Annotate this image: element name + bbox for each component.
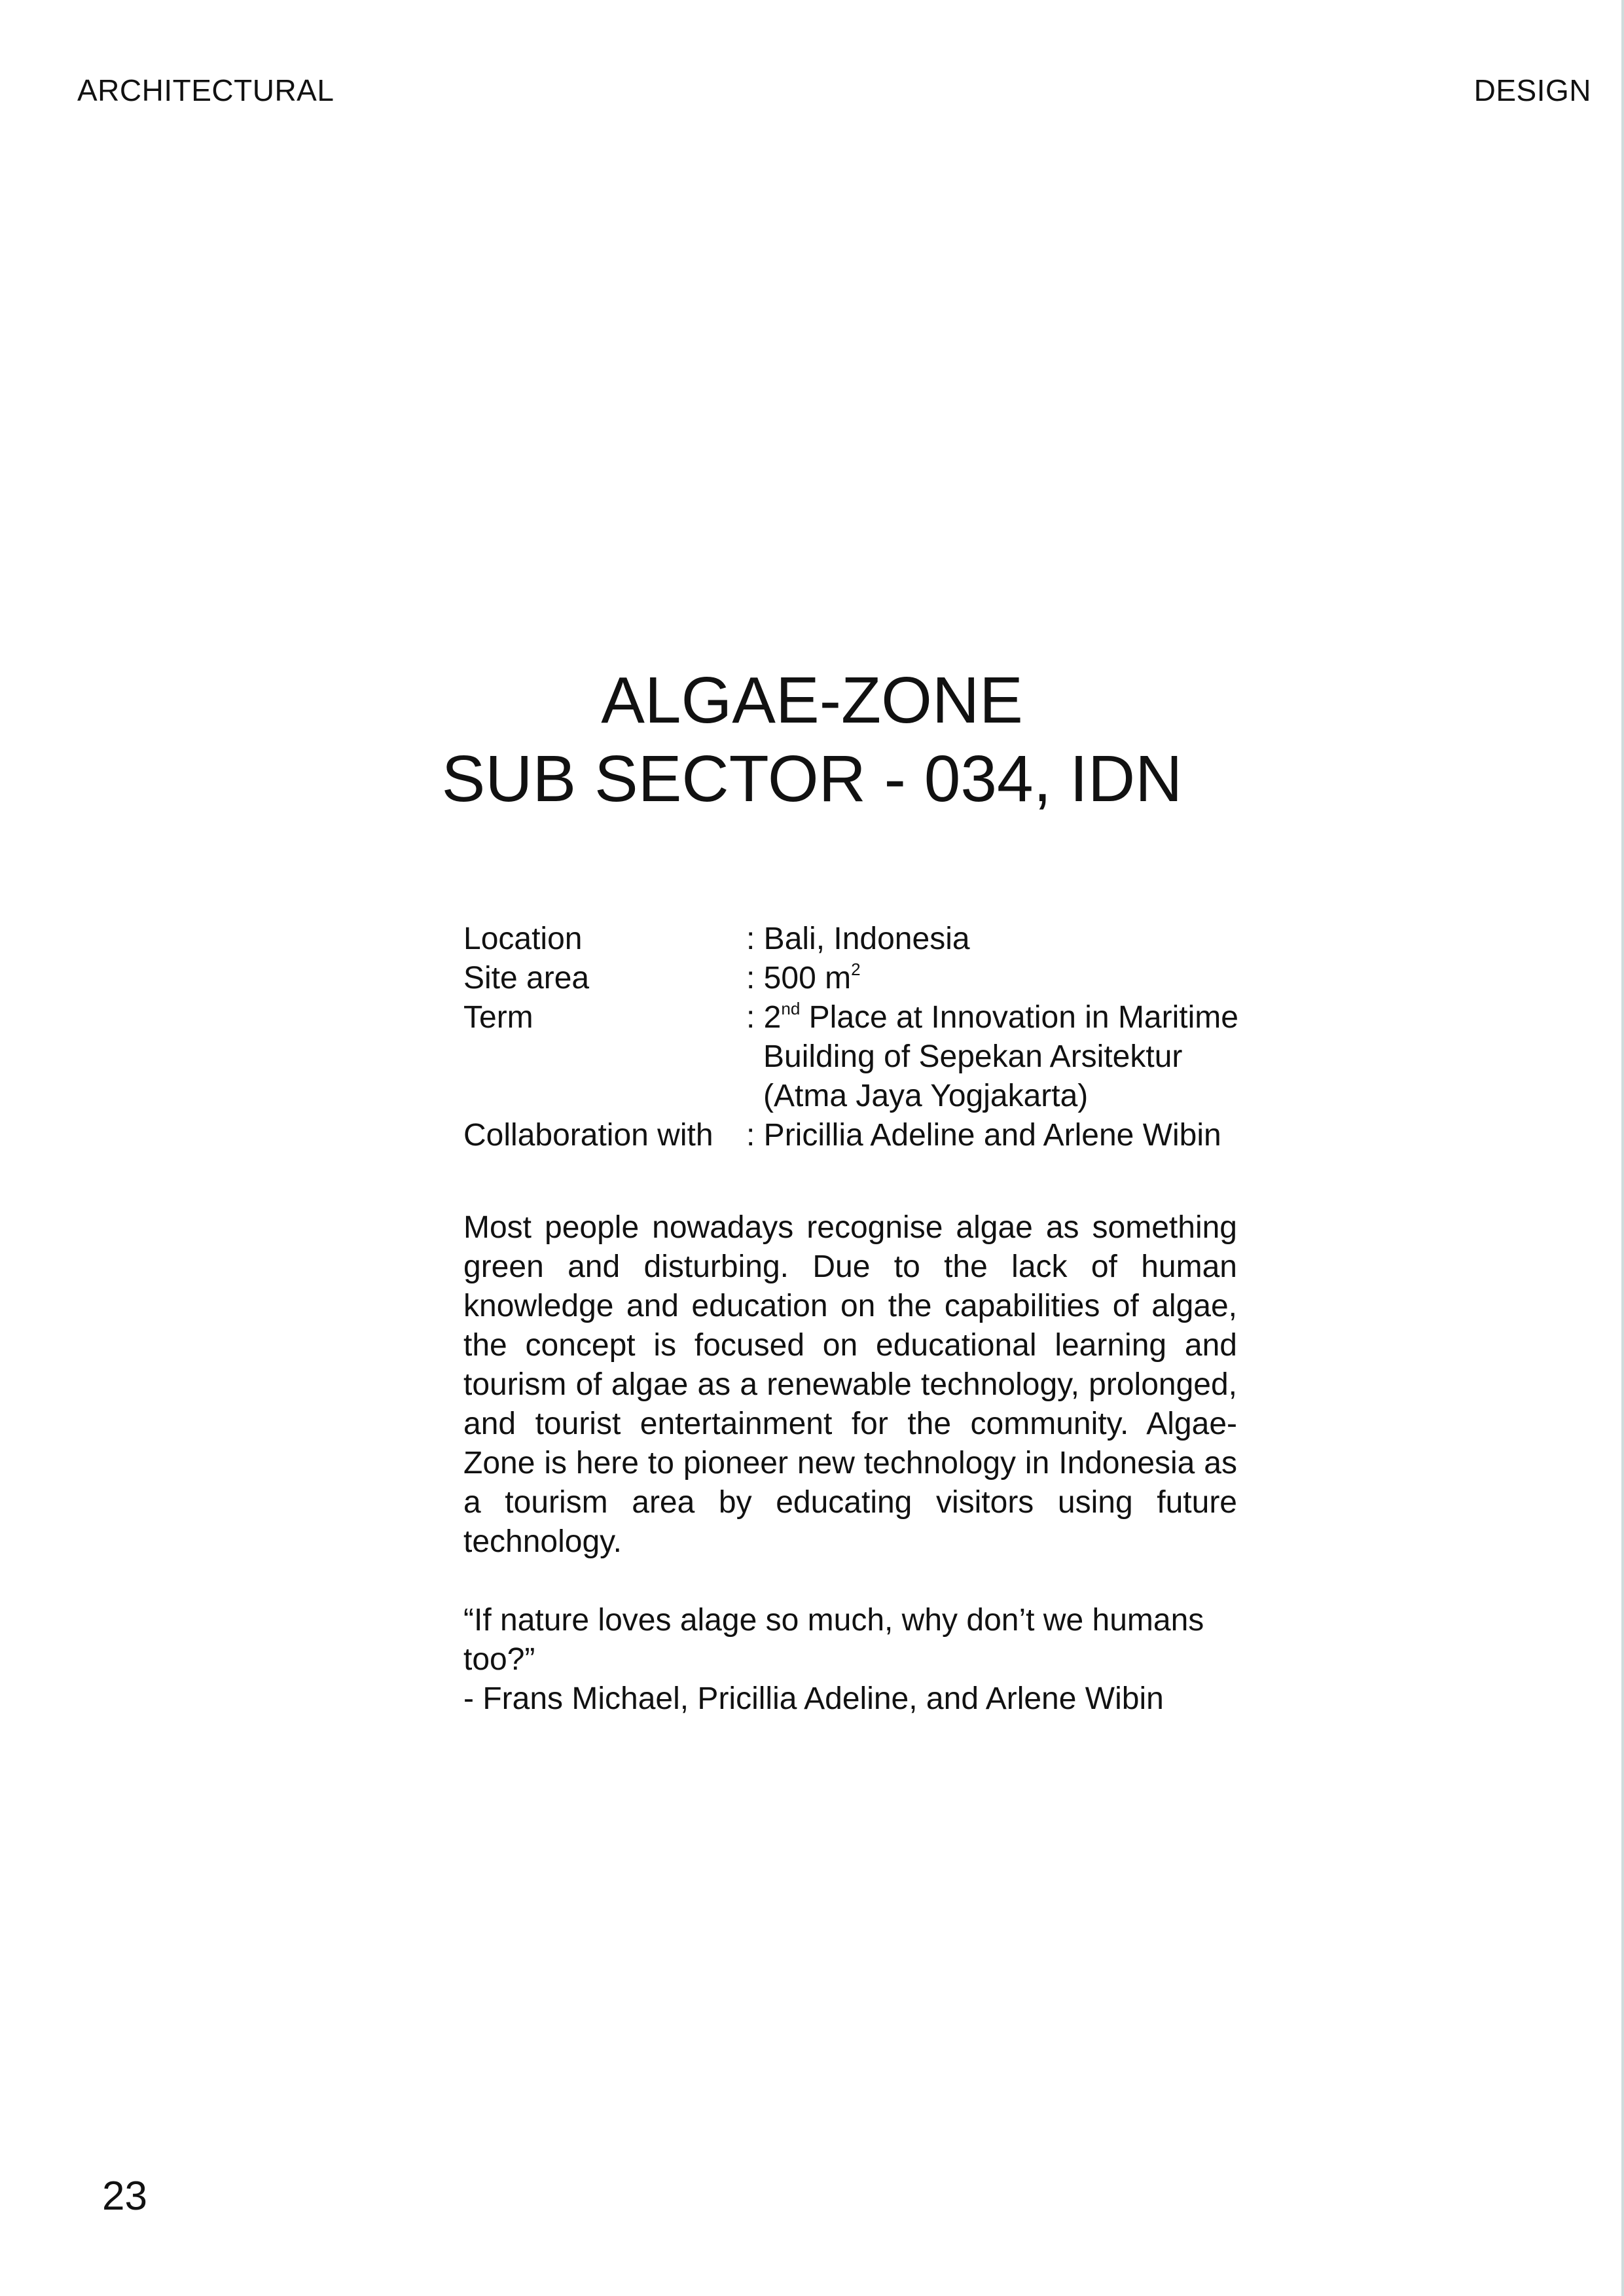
term-line-3: (Atma Jaya Yogjakarta): [763, 1079, 1089, 1113]
info-row-collaboration: [463, 1116, 1238, 1155]
location-value: : Bali, Indonesia: [746, 922, 970, 956]
term-line-1-text: Place at Innovation in Maritime: [800, 1000, 1238, 1035]
project-description: Most people nowadays recognise algae as something green and disturbing. Due to the lack of human knowledge and education on the capabilities of algae, the concept is focused on educational learning and tourism of algae as a renewable technology, prolonged, and tourist entertainment for the community. Algae-Zone is here to pioneer new technology in Indonesia as a tourism area by educating visitors using future technology.: [463, 1210, 1237, 1559]
term-superscript: nd: [781, 999, 801, 1018]
header-section-left: ARCHITECTURAL: [77, 73, 334, 107]
page-number: 23: [102, 2174, 147, 2219]
site-area-superscript: 2: [851, 960, 861, 979]
collaboration-value: : Pricillia Adeline and Arlene Wibin: [746, 1118, 1221, 1153]
site-area-label: Site area: [463, 961, 590, 996]
info-row-location: [463, 920, 1238, 959]
info-row-term: [463, 998, 1238, 1116]
term-label: Term: [463, 1000, 533, 1035]
page-edge-divider: [1621, 0, 1624, 2296]
header-section-right: DESIGN: [1473, 73, 1591, 107]
site-area-number: : 500 m: [746, 961, 852, 996]
project-info-table: [463, 920, 1238, 1155]
project-title-line-1: ALGAE-ZONE: [601, 664, 1023, 737]
project-quote: [463, 1601, 1237, 1719]
site-area-value: [746, 959, 861, 998]
quote-text: “If nature loves alage so much, why don’t we humans too?”: [463, 1603, 1204, 1677]
term-line-1: [746, 1000, 1238, 1035]
term-line-2: Building of Sepekan Arsitektur: [763, 1039, 1183, 1074]
project-title: [0, 661, 1624, 818]
collaboration-label: Collaboration with: [463, 1118, 713, 1153]
info-row-site-area: [463, 959, 1238, 998]
term-prefix: : 2: [746, 1000, 782, 1035]
location-label: Location: [463, 922, 583, 956]
term-value: [746, 998, 1238, 1116]
quote-attribution: - Frans Michael, Pricillia Adeline, and Arlene Wibin: [463, 1681, 1164, 1716]
project-title-line-2: SUB SECTOR - 034, IDN: [441, 742, 1183, 816]
